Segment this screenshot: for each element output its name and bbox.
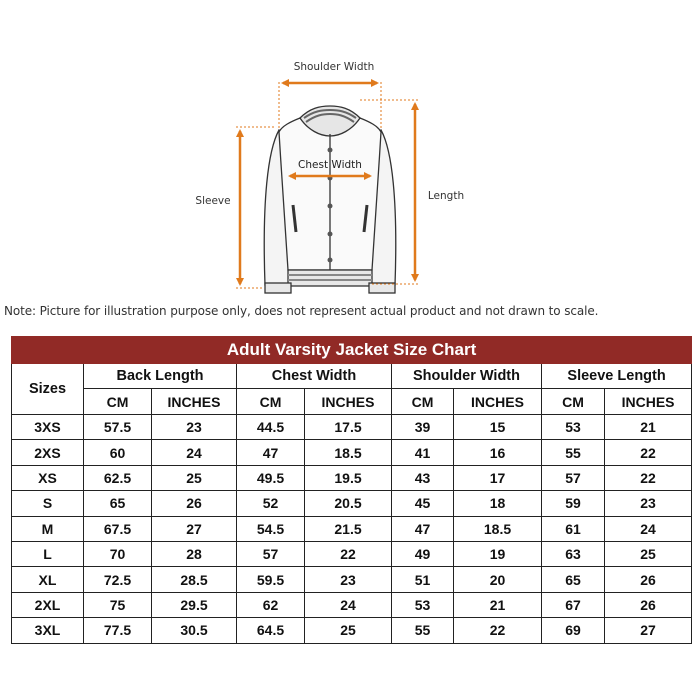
- measurement-cell: 21: [454, 592, 542, 617]
- measurement-cell: 25: [305, 618, 392, 643]
- table-row: [12, 541, 692, 566]
- measurement-cell: 27: [605, 618, 692, 643]
- measurement-cell: 15: [454, 415, 542, 440]
- measurement-cell: 72.5: [84, 567, 152, 592]
- measurement-cell: 47: [237, 440, 305, 465]
- size-cell: M: [12, 516, 84, 541]
- measurement-cell: 20: [454, 567, 542, 592]
- jacket-diagram: [0, 0, 700, 305]
- measurement-cell: 16: [454, 440, 542, 465]
- measurement-cell: 61: [542, 516, 605, 541]
- unit-header-row: [12, 389, 692, 415]
- measurement-cell: 57.5: [84, 415, 152, 440]
- table-title: Adult Varsity Jacket Size Chart: [12, 337, 692, 364]
- size-cell: S: [12, 491, 84, 516]
- unit-header-inches: INCHES: [305, 389, 392, 415]
- length-label: Length: [427, 190, 465, 202]
- measurement-cell: 24: [305, 592, 392, 617]
- group-header-sleeve-length: Sleeve Length: [542, 364, 692, 389]
- unit-header-cm: CM: [542, 389, 605, 415]
- size-cell: L: [12, 541, 84, 566]
- measurement-cell: 45: [392, 491, 454, 516]
- shoulder-width-label: Shoulder Width: [293, 61, 375, 73]
- size-cell: 2XL: [12, 592, 84, 617]
- measurement-cell: 64.5: [237, 618, 305, 643]
- measurement-cell: 17: [454, 465, 542, 490]
- table-row: [12, 415, 692, 440]
- unit-header-inches: INCHES: [605, 389, 692, 415]
- measurement-cell: 27: [152, 516, 237, 541]
- measurement-cell: 53: [542, 415, 605, 440]
- table-row: [12, 440, 692, 465]
- measurement-cell: 26: [152, 491, 237, 516]
- sizes-header: Sizes: [12, 364, 84, 415]
- measurement-cell: 67: [542, 592, 605, 617]
- table-row: [12, 465, 692, 490]
- measurement-cell: 18.5: [454, 516, 542, 541]
- table-row: [12, 516, 692, 541]
- table-row: [12, 491, 692, 516]
- measurement-cell: 53: [392, 592, 454, 617]
- measurement-cell: 26: [605, 592, 692, 617]
- measurement-cell: 30.5: [152, 618, 237, 643]
- size-cell: 2XS: [12, 440, 84, 465]
- measurement-cell: 26: [605, 567, 692, 592]
- table-row: [12, 592, 692, 617]
- measurement-cell: 22: [305, 541, 392, 566]
- group-header-chest-width: Chest Width: [237, 364, 392, 389]
- measurement-cell: 62.5: [84, 465, 152, 490]
- measurement-cell: 55: [392, 618, 454, 643]
- measurement-cell: 23: [605, 491, 692, 516]
- unit-header-cm: CM: [237, 389, 305, 415]
- measurement-cell: 63: [542, 541, 605, 566]
- measurement-cell: 54.5: [237, 516, 305, 541]
- measurement-cell: 55: [542, 440, 605, 465]
- sleeve-label: Sleeve: [195, 195, 231, 207]
- measurement-cell: 65: [542, 567, 605, 592]
- unit-header-cm: CM: [392, 389, 454, 415]
- table-row: [12, 567, 692, 592]
- measurement-cell: 21.5: [305, 516, 392, 541]
- chest-width-label: Chest Width: [298, 159, 362, 171]
- unit-header-inches: INCHES: [454, 389, 542, 415]
- measurement-cell: 67.5: [84, 516, 152, 541]
- measurement-cell: 22: [605, 465, 692, 490]
- measurement-cell: 23: [152, 415, 237, 440]
- group-header-shoulder-width: Shoulder Width: [392, 364, 542, 389]
- measurement-cell: 19.5: [305, 465, 392, 490]
- measurement-cell: 22: [605, 440, 692, 465]
- measurement-cell: 25: [152, 465, 237, 490]
- measurement-cell: 49.5: [237, 465, 305, 490]
- measurement-cell: 47: [392, 516, 454, 541]
- measurement-cell: 28.5: [152, 567, 237, 592]
- measurement-cell: 17.5: [305, 415, 392, 440]
- measurement-cell: 44.5: [237, 415, 305, 440]
- measurement-cell: 41: [392, 440, 454, 465]
- measurement-cell: 59: [542, 491, 605, 516]
- measurement-cell: 75: [84, 592, 152, 617]
- measurement-cell: 24: [152, 440, 237, 465]
- size-cell: XL: [12, 567, 84, 592]
- measurement-cell: 24: [605, 516, 692, 541]
- measurement-cell: 51: [392, 567, 454, 592]
- measurement-cell: 43: [392, 465, 454, 490]
- measurement-cell: 22: [454, 618, 542, 643]
- unit-header-cm: CM: [84, 389, 152, 415]
- table-row: [12, 618, 692, 643]
- measurement-cell: 65: [84, 491, 152, 516]
- size-chart-table: [11, 336, 692, 644]
- jacket-illustration: [264, 106, 396, 293]
- measurement-cell: 18: [454, 491, 542, 516]
- measurement-cell: 70: [84, 541, 152, 566]
- measurement-cell: 60: [84, 440, 152, 465]
- measurement-cell: 29.5: [152, 592, 237, 617]
- measurement-cell: 39: [392, 415, 454, 440]
- measurement-cell: 19: [454, 541, 542, 566]
- measurement-cell: 25: [605, 541, 692, 566]
- measurement-cell: 57: [237, 541, 305, 566]
- unit-header-inches: INCHES: [152, 389, 237, 415]
- group-header-back-length: Back Length: [84, 364, 237, 389]
- measurement-cell: 59.5: [237, 567, 305, 592]
- measurement-cell: 18.5: [305, 440, 392, 465]
- measurement-cell: 49: [392, 541, 454, 566]
- size-cell: XS: [12, 465, 84, 490]
- measurement-cell: 21: [605, 415, 692, 440]
- measurement-cell: 28: [152, 541, 237, 566]
- measurement-cell: 62: [237, 592, 305, 617]
- size-cell: 3XS: [12, 415, 84, 440]
- measurement-cell: 23: [305, 567, 392, 592]
- measurement-cell: 52: [237, 491, 305, 516]
- illustration-note: Note: Picture for illustration purpose only, does not represent actual product and not drawn to scale.: [4, 304, 599, 318]
- measurement-cell: 57: [542, 465, 605, 490]
- table-body: [12, 415, 692, 644]
- size-cell: 3XL: [12, 618, 84, 643]
- measurement-cell: 20.5: [305, 491, 392, 516]
- measurement-cell: 77.5: [84, 618, 152, 643]
- measurement-cell: 69: [542, 618, 605, 643]
